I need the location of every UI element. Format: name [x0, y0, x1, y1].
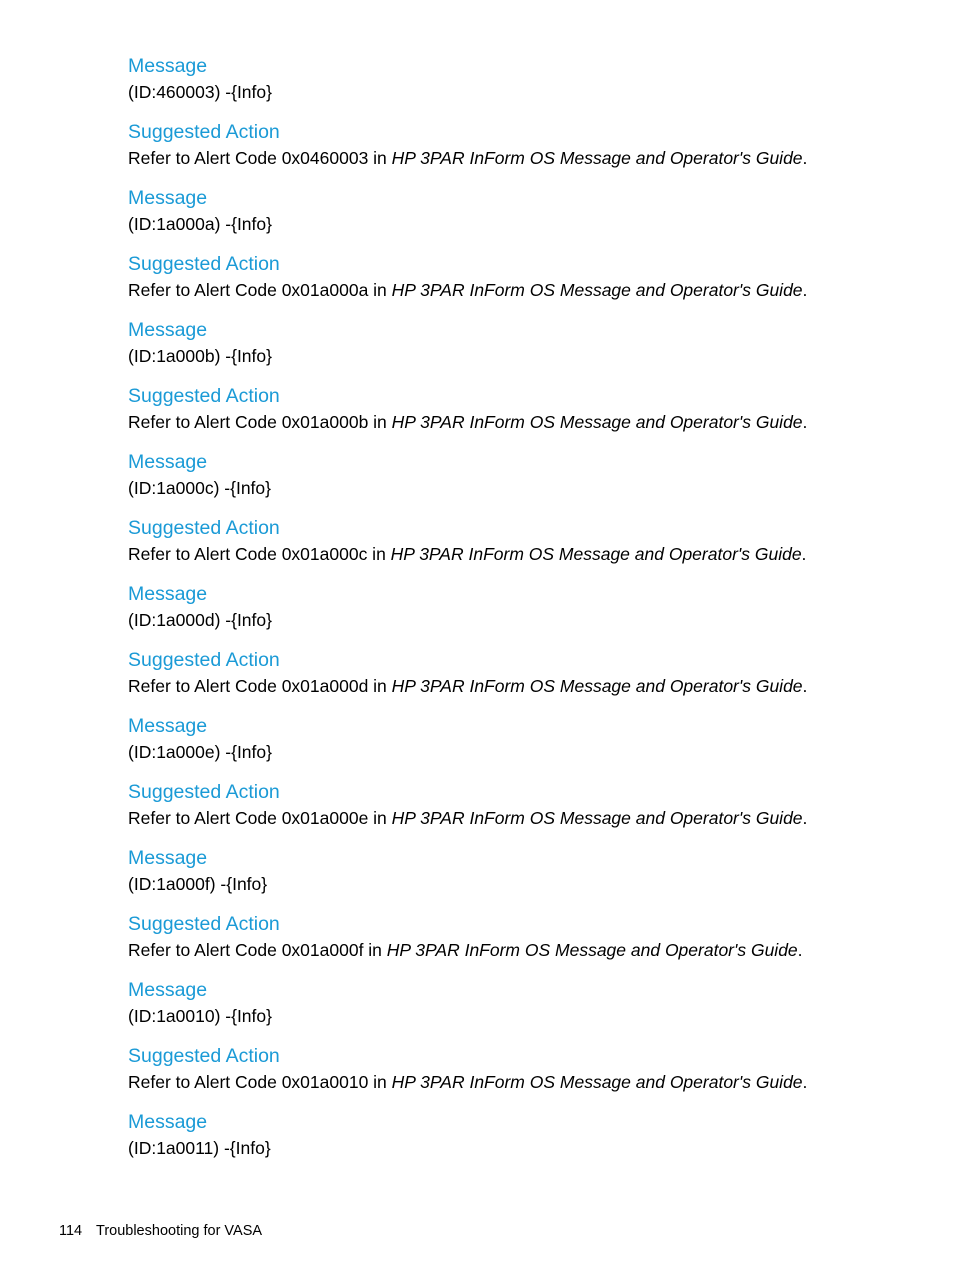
- suggested-action-entry: [128, 251, 908, 303]
- message-entry: [128, 713, 908, 765]
- message-entry: [128, 53, 908, 105]
- guide-title: HP 3PAR InForm OS Message and Operator's Guide: [391, 412, 803, 432]
- action-suffix: .: [802, 1072, 808, 1092]
- message-entry: [128, 581, 908, 633]
- message-entry: [128, 1109, 908, 1161]
- action-prefix: Refer to Alert Code 0x01a000e in: [128, 808, 392, 828]
- message-id-text: (ID:1a000b) -{Info}: [128, 346, 272, 366]
- message-heading: Message: [128, 583, 208, 605]
- message-id-text: (ID:1a0011) -{Info}: [128, 1138, 271, 1158]
- suggested-action-text: [128, 277, 908, 303]
- suggested-action-text: [128, 541, 908, 567]
- action-prefix: Refer to Alert Code 0x0460003 in: [128, 148, 392, 168]
- action-prefix: Refer to Alert Code 0x01a000d in: [128, 676, 392, 696]
- suggested-action-text: [128, 937, 908, 963]
- message-entry: [128, 185, 908, 237]
- message-id-text: (ID:1a000e) -{Info}: [128, 742, 272, 762]
- message-heading: Message: [128, 847, 208, 869]
- message-heading: Message: [128, 979, 208, 1001]
- guide-title: HP 3PAR InForm OS Message and Operator's Guide: [386, 940, 798, 960]
- message-id-text: (ID:460003) -{Info}: [128, 82, 272, 102]
- page-footer: [59, 1221, 262, 1241]
- action-suffix: .: [802, 412, 808, 432]
- guide-title: HP 3PAR InForm OS Message and Operator's Guide: [391, 676, 803, 696]
- action-suffix: .: [802, 280, 808, 300]
- guide-title: HP 3PAR InForm OS Message and Operator's Guide: [391, 808, 803, 828]
- guide-title: HP 3PAR InForm OS Message and Operator's Guide: [391, 148, 803, 168]
- guide-title: HP 3PAR InForm OS Message and Operator's Guide: [391, 1072, 803, 1092]
- message-heading: Message: [128, 55, 208, 77]
- message-heading: Message: [128, 187, 208, 209]
- message-id-text: (ID:1a000d) -{Info}: [128, 610, 272, 630]
- suggested-action-heading: Suggested Action: [128, 649, 280, 671]
- message-entry: [128, 317, 908, 369]
- action-suffix: .: [801, 544, 807, 564]
- document-body: [128, 53, 908, 1175]
- guide-title: HP 3PAR InForm OS Message and Operator's Guide: [391, 280, 803, 300]
- footer-section-title: Troubleshooting for VASA: [96, 1223, 263, 1239]
- action-prefix: Refer to Alert Code 0x01a000b in: [128, 412, 392, 432]
- action-suffix: .: [797, 940, 803, 960]
- action-prefix: Refer to Alert Code 0x01a0010 in: [128, 1072, 392, 1092]
- message-entry: [128, 449, 908, 501]
- suggested-action-heading: Suggested Action: [128, 121, 280, 143]
- suggested-action-heading: Suggested Action: [128, 1045, 280, 1067]
- suggested-action-entry: [128, 119, 908, 171]
- action-prefix: Refer to Alert Code 0x01a000f in: [128, 940, 387, 960]
- suggested-action-entry: [128, 779, 908, 831]
- suggested-action-text: [128, 409, 908, 435]
- suggested-action-text: [128, 805, 908, 831]
- message-id-text: (ID:1a000c) -{Info}: [128, 478, 271, 498]
- page-number: 114: [59, 1223, 83, 1239]
- action-suffix: .: [802, 808, 808, 828]
- suggested-action-entry: [128, 1043, 908, 1095]
- message-id-text: (ID:1a0010) -{Info}: [128, 1006, 272, 1026]
- suggested-action-heading: Suggested Action: [128, 781, 280, 803]
- message-heading: Message: [128, 1111, 208, 1133]
- message-id-text: (ID:1a000f) -{Info}: [128, 874, 268, 894]
- suggested-action-heading: Suggested Action: [128, 517, 280, 539]
- suggested-action-entry: [128, 911, 908, 963]
- action-prefix: Refer to Alert Code 0x01a000a in: [128, 280, 392, 300]
- action-suffix: .: [802, 148, 808, 168]
- suggested-action-heading: Suggested Action: [128, 253, 280, 275]
- message-id-text: (ID:1a000a) -{Info}: [128, 214, 272, 234]
- suggested-action-text: [128, 673, 908, 699]
- message-heading: Message: [128, 715, 208, 737]
- suggested-action-text: [128, 145, 908, 171]
- message-entry: [128, 977, 908, 1029]
- suggested-action-entry: [128, 383, 908, 435]
- suggested-action-entry: [128, 647, 908, 699]
- message-entry: [128, 845, 908, 897]
- action-suffix: .: [802, 676, 808, 696]
- suggested-action-entry: [128, 515, 908, 567]
- message-heading: Message: [128, 319, 208, 341]
- suggested-action-heading: Suggested Action: [128, 913, 280, 935]
- action-prefix: Refer to Alert Code 0x01a000c in: [128, 544, 391, 564]
- guide-title: HP 3PAR InForm OS Message and Operator's Guide: [390, 544, 802, 564]
- suggested-action-text: [128, 1069, 908, 1095]
- message-heading: Message: [128, 451, 208, 473]
- suggested-action-heading: Suggested Action: [128, 385, 280, 407]
